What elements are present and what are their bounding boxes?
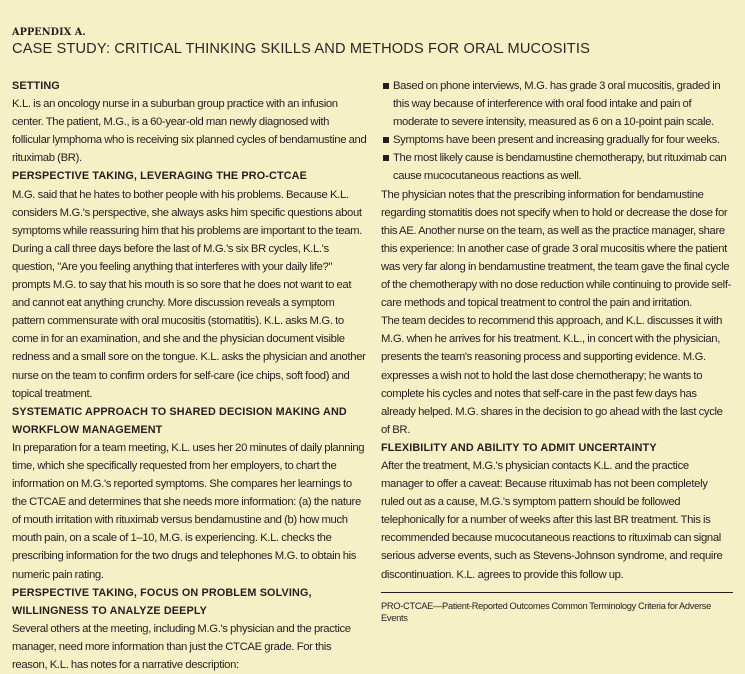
section-setting xyxy=(12,77,367,167)
footnote-abbreviation: PRO-CTCAE—Patient-Reported Outcomes Common Terminology Criteria for Adverse Events xyxy=(381,600,711,623)
section-systematic-approach xyxy=(12,403,367,584)
section-flexibility xyxy=(381,439,733,584)
page-title: CASE STUDY: CRITICAL THINKING SKILLS AND METHODS FOR ORAL MUCOSITIS xyxy=(12,41,590,57)
setting-paragraph: K.L. is an oncology nurse in a suburban group practice with an infusion center. The patient, M.G., is a 60-year-old man newly diagnosed with follicular lymphoma who is receiving six planned cycles of bendamustine and rituximab (BR). xyxy=(12,98,367,165)
bullet-text: Based on phone interviews, M.G. has grade 3 oral mucositis, graded in this way because of interference with oral food intake and pain of moderate to severe intensity, measured as 6 on a 10-point pain scale. xyxy=(393,80,721,129)
section-heading-problem-solving: PERSPECTIVE TAKING, FOCUS ON PROBLEM SOLVING, WILLINGNESS TO ANALYZE DEEPLY xyxy=(12,586,312,617)
square-bullet-icon xyxy=(383,83,389,89)
physician-notes-paragraph: The physician notes that the prescribing information for bendamustine regarding stomatitis does not specify when to hold or decrease the dose for this AE. Another nurse on the team, as well as the practice manager, share this experience: In another case of grade 3 oral mucositis where the patient was very far along in bendamustine treatment, the team gave the final cycle of the chemotherapy with no dose reduction while continuing to provide self-care methods and topical treatment to control the pain and irritation. xyxy=(381,188,732,310)
appendix-label: APPENDIX A. xyxy=(12,26,86,38)
bullet-text: The most likely cause is bendamustine chemotherapy, but rituximab can cause mucocutaneous reactions as well. xyxy=(393,152,727,183)
list-item xyxy=(381,149,733,185)
section-problem-solving xyxy=(12,584,367,674)
square-bullet-icon xyxy=(383,137,389,143)
problem-solving-paragraph: Several others at the meeting, including M.G.'s physician and the practice manager, need more information than just the CTCAE grade. For this reason, K.L. has notes for a narrative description: xyxy=(12,622,351,671)
section-perspective-taking xyxy=(12,167,367,402)
section-heading-perspective-taking: PERSPECTIVE TAKING, LEVERAGING THE PRO-CTCAE xyxy=(12,170,307,183)
perspective-taking-paragraph: M.G. said that he hates to bother people with his problems. Because K.L. considers M.G.'s perspective, she always asks him specific questions about symptoms while reassuring him that his problems are important to the team. During a call three days before the last of M.G.'s six BR cycles, K.L.'s question, "Are you feeling anything that interferes with your daily life?" prompts M.G. to say that his mouth is so sore that he does not want to eat and cannot eat anything crunchy. More discussion reveals a symptom pattern commensurate with oral mucositis (stomatitis). K.L. asks M.G. to come in for an examination, and she and the physician document visible redness and a small sore on the tongue. K.L. asks the physician and another nurse on the team to confirm orders for self-care (ice chips, soft food) and topical treatment. xyxy=(12,188,366,400)
section-heading-setting: SETTING xyxy=(12,80,60,92)
section-heading-flexibility: FLEXIBILITY AND ABILITY TO ADMIT UNCERTAINTY xyxy=(381,441,657,454)
team-decision-paragraph: The team decides to recommend this approach, and K.L. discusses it with M.G. when he arrives for his treatment. K.L., in concert with the physician, presents the team's reasoning process and supporting evidence. M.G. expresses a wish not to hold the last dose chemotherapy; he wants to complete his cycles and notes that self-care in the past few days has already helped. M.G. shares in the decision to go ahead with the last cycle of BR. xyxy=(381,315,723,436)
list-item xyxy=(381,131,733,149)
right-column xyxy=(381,77,733,674)
square-bullet-icon xyxy=(383,155,389,161)
flexibility-paragraph: After the treatment, M.G.'s physician contacts K.L. and the practice manager to offer a caveat: Because rituximab has not been completely ruled out as a cause, M.G.'s symptom pattern should be followed telephonically for a number of weeks after this last BR treatment. This is recommended because mucocutaneous reactions to rituximab can signal serious adverse events, such as Stevens-Johnson syndrome, and require discontinuation. K.L. agrees to provide this follow up. xyxy=(381,459,723,581)
left-column xyxy=(12,77,367,674)
systematic-approach-paragraph: In preparation for a team meeting, K.L. uses her 20 minutes of daily planning time, which she specifically requested from her employers, to chart the information on M.G.'s reported symptoms. She compares her learnings to the CTCAE and determines that she needs more information: (a) the nature of mouth irritation with rituximab versus bendamustine and (b) how much mouth pain, on a scale of 1–10, M.G. is experiencing. K.L. checks the prescribing information for the two drugs and telephones M.G. to obtain his numeric pain rating. xyxy=(12,441,365,581)
two-column-body xyxy=(12,77,735,674)
list-item xyxy=(381,77,733,131)
bullet-text: Symptoms have been present and increasing gradually for four weeks. xyxy=(393,134,720,147)
footnote-divider xyxy=(381,592,733,593)
section-heading-systematic-approach: SYSTEMATIC APPROACH TO SHARED DECISION MAKING AND WORKFLOW MANAGEMENT xyxy=(12,405,347,436)
narrative-bullet-list xyxy=(381,77,733,186)
